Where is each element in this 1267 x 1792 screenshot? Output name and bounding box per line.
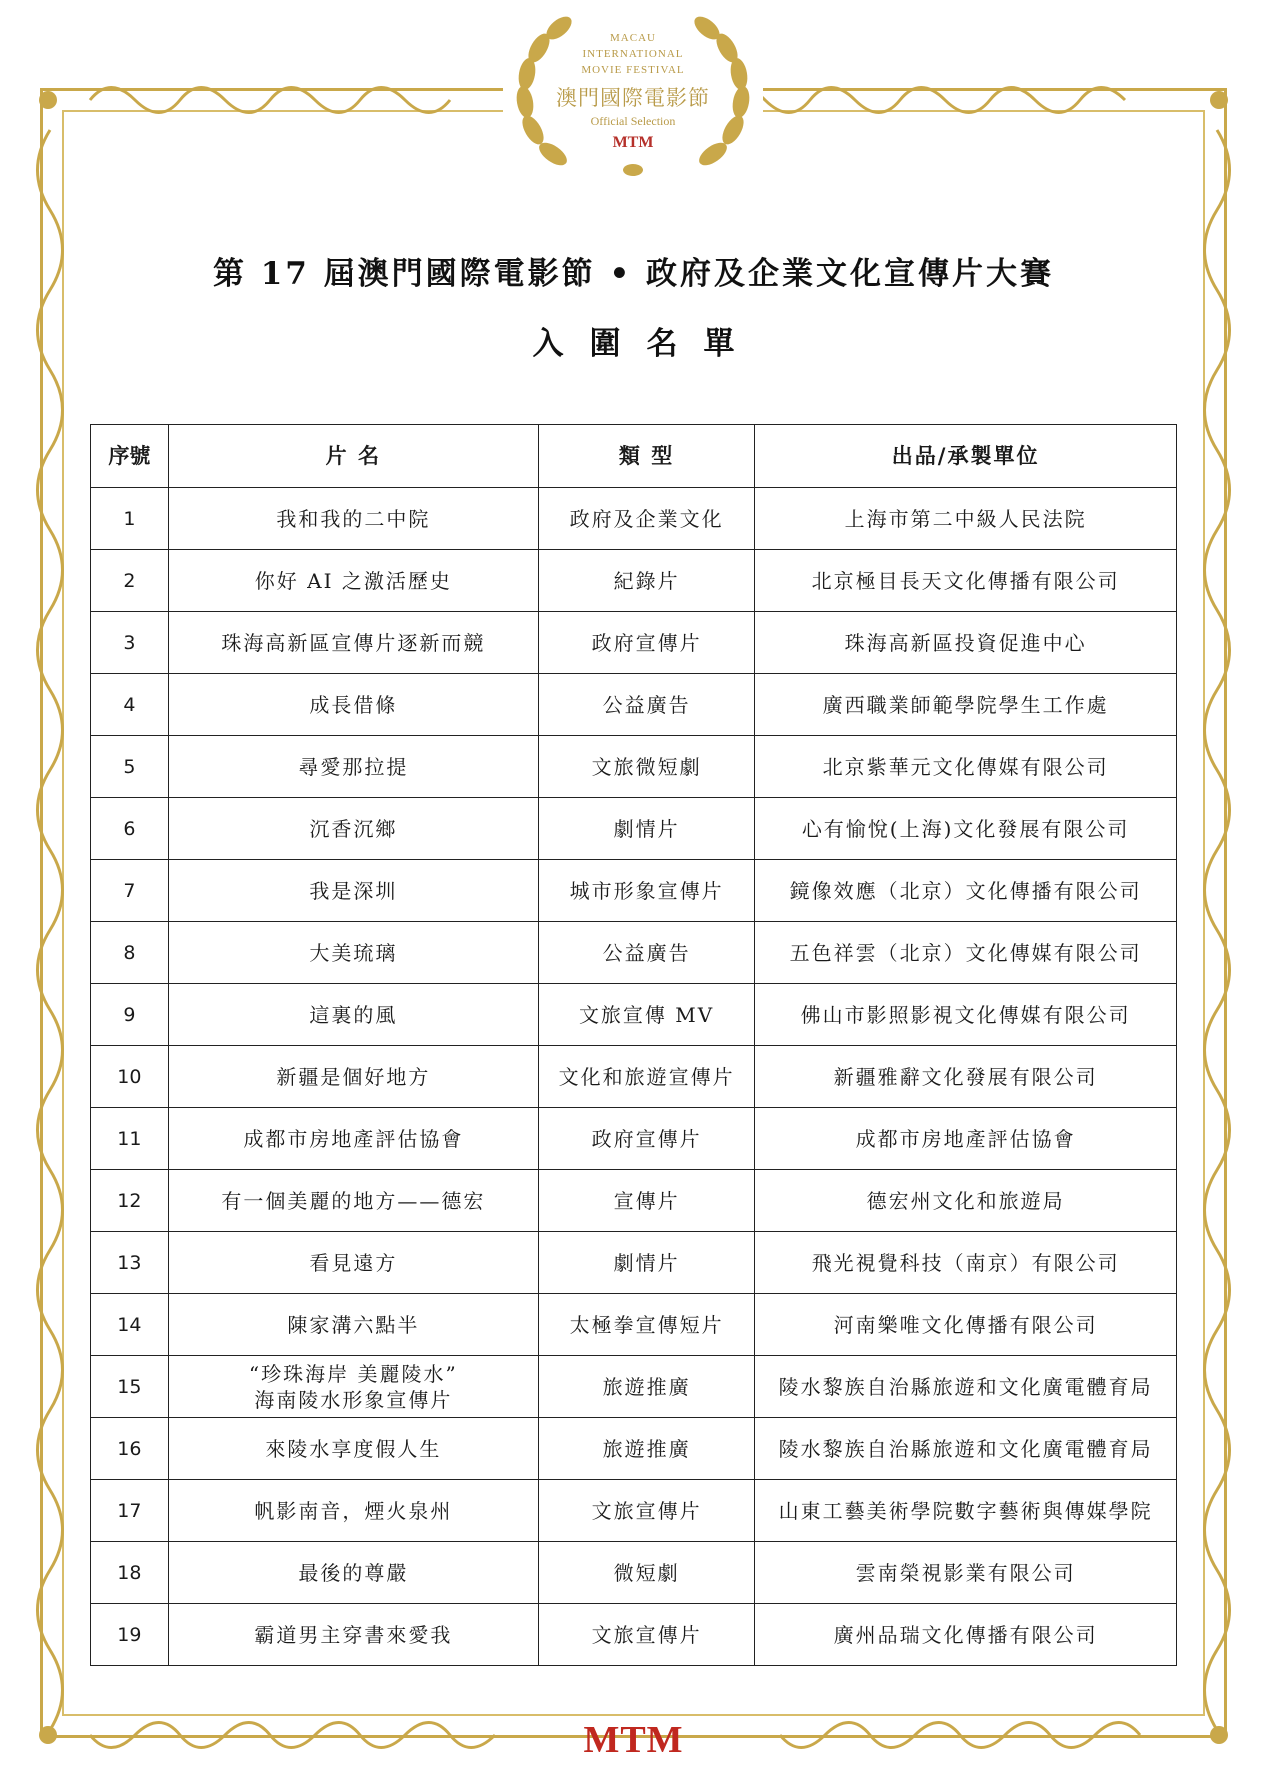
cell-producer: 廣西職業師範學院學生工作處 [755, 674, 1177, 736]
cell-number: 11 [91, 1108, 169, 1170]
cell-number: 6 [91, 798, 169, 860]
cell-producer: 山東工藝美術學院數字藝術與傳媒學院 [755, 1480, 1177, 1542]
table-row [91, 736, 1177, 798]
cell-title: “珍珠海岸 美麗陵水” 海南陵水形象宣傳片 [168, 1356, 538, 1418]
logo-line-movie-festival: MOVIE FESTIVAL [581, 64, 685, 76]
table-row [91, 612, 1177, 674]
logo-line-official-selection: Official Selection [590, 114, 676, 128]
table-row [91, 488, 1177, 550]
cell-producer: 北京極目長天文化傳播有限公司 [755, 550, 1177, 612]
table-row [91, 1232, 1177, 1294]
cell-type: 文旅宣傳 MV [538, 984, 754, 1046]
cell-title: 成都市房地產評估協會 [168, 1108, 538, 1170]
cell-number: 17 [91, 1480, 169, 1542]
cell-title: 帆影南音，煙火泉州 [168, 1480, 538, 1542]
cell-producer: 雲南榮視影業有限公司 [755, 1542, 1177, 1604]
cell-type: 文旅宣傳片 [538, 1604, 754, 1666]
cell-producer: 珠海高新區投資促進中心 [755, 612, 1177, 674]
cell-producer: 北京紫華元文化傳媒有限公司 [755, 736, 1177, 798]
cell-title: 這裏的風 [168, 984, 538, 1046]
cell-type: 文化和旅遊宣傳片 [538, 1046, 754, 1108]
cell-title: 最後的尊嚴 [168, 1542, 538, 1604]
table-row [91, 1046, 1177, 1108]
cell-type: 城市形象宣傳片 [538, 860, 754, 922]
cell-title: 看見遠方 [168, 1232, 538, 1294]
table-row [91, 798, 1177, 860]
header-number: 序號 [91, 425, 169, 488]
cell-type: 政府宣傳片 [538, 1108, 754, 1170]
page-title: 第 17 屆澳門國際電影節 • 政府及企業文化宣傳片大賽 [212, 256, 1055, 292]
festival-logo [503, 10, 763, 190]
logo-line-international: INTERNATIONAL [582, 48, 684, 60]
cell-number: 3 [91, 612, 169, 674]
cell-title: 大美琉璃 [168, 922, 538, 984]
cell-number: 19 [91, 1604, 169, 1666]
cell-type: 文旅宣傳片 [538, 1480, 754, 1542]
cell-producer: 佛山市影照影視文化傳媒有限公司 [755, 984, 1177, 1046]
cell-type: 宣傳片 [538, 1170, 754, 1232]
table-row [91, 1418, 1177, 1480]
cell-producer: 陵水黎族自治縣旅遊和文化廣電體育局 [755, 1356, 1177, 1418]
cell-title: 你好 AI 之激活歷史 [168, 550, 538, 612]
cell-number: 5 [91, 736, 169, 798]
cell-producer: 德宏州文化和旅遊局 [755, 1170, 1177, 1232]
nominee-table [90, 424, 1177, 1666]
page-subtitle: 入圍名單 [532, 326, 761, 362]
cell-producer: 心有愉悅(上海)文化發展有限公司 [755, 798, 1177, 860]
cell-title: 成長借條 [168, 674, 538, 736]
table-row [91, 860, 1177, 922]
cell-number: 10 [91, 1046, 169, 1108]
cell-number: 4 [91, 674, 169, 736]
cell-number: 9 [91, 984, 169, 1046]
cell-producer: 上海市第二中級人民法院 [755, 488, 1177, 550]
cell-type: 文旅微短劇 [538, 736, 754, 798]
cell-type: 旅遊推廣 [538, 1356, 754, 1418]
cell-number: 7 [91, 860, 169, 922]
cell-producer: 成都市房地產評估協會 [755, 1108, 1177, 1170]
cell-producer: 廣州品瑞文化傳播有限公司 [755, 1604, 1177, 1666]
table-row [91, 1604, 1177, 1666]
table-row [91, 550, 1177, 612]
cell-title: 新疆是個好地方 [168, 1046, 538, 1108]
cell-title: 珠海高新區宣傳片逐新而競 [168, 612, 538, 674]
logo-line-mtm: MTM [612, 134, 654, 151]
cell-type: 紀錄片 [538, 550, 754, 612]
footer-logo-mtm: MTM [583, 1719, 684, 1761]
cell-type: 公益廣告 [538, 922, 754, 984]
cell-number: 15 [91, 1356, 169, 1418]
cell-producer: 新疆雅辭文化發展有限公司 [755, 1046, 1177, 1108]
header-producer: 出品/承製單位 [755, 425, 1177, 488]
cell-title: 有一個美麗的地方——德宏 [168, 1170, 538, 1232]
cell-title: 來陵水享度假人生 [168, 1418, 538, 1480]
cell-number: 14 [91, 1294, 169, 1356]
cell-title: 陳家溝六點半 [168, 1294, 538, 1356]
cell-number: 16 [91, 1418, 169, 1480]
cell-number: 8 [91, 922, 169, 984]
cell-type: 旅遊推廣 [538, 1418, 754, 1480]
table-row [91, 922, 1177, 984]
cell-type: 政府及企業文化 [538, 488, 754, 550]
table-row [91, 674, 1177, 736]
cell-producer: 鏡像效應（北京）文化傳播有限公司 [755, 860, 1177, 922]
table-row [91, 1480, 1177, 1542]
table-row [91, 1542, 1177, 1604]
logo-line-chinese: 澳門國際電影節 [556, 86, 710, 110]
cell-title: 我和我的二中院 [168, 488, 538, 550]
cell-type: 太極拳宣傳短片 [538, 1294, 754, 1356]
cell-type: 公益廣告 [538, 674, 754, 736]
cell-number: 2 [91, 550, 169, 612]
cell-number: 12 [91, 1170, 169, 1232]
cell-number: 18 [91, 1542, 169, 1604]
cell-type: 微短劇 [538, 1542, 754, 1604]
cell-title: 我是深圳 [168, 860, 538, 922]
table-row [91, 1108, 1177, 1170]
cell-producer: 五色祥雲（北京）文化傳媒有限公司 [755, 922, 1177, 984]
cell-number: 1 [91, 488, 169, 550]
cell-producer: 河南樂唯文化傳播有限公司 [755, 1294, 1177, 1356]
table-row [91, 984, 1177, 1046]
cell-producer: 陵水黎族自治縣旅遊和文化廣電體育局 [755, 1418, 1177, 1480]
table-row [91, 1294, 1177, 1356]
header-type: 類 型 [538, 425, 754, 488]
cell-producer: 飛光視覺科技（南京）有限公司 [755, 1232, 1177, 1294]
table-row [91, 1170, 1177, 1232]
table-header-row [91, 425, 1177, 488]
cell-type: 劇情片 [538, 798, 754, 860]
cell-type: 劇情片 [538, 1232, 754, 1294]
cell-title: 霸道男主穿書來愛我 [168, 1604, 538, 1666]
header-title: 片 名 [168, 425, 538, 488]
cell-type: 政府宣傳片 [538, 612, 754, 674]
cell-title: 沉香沉鄉 [168, 798, 538, 860]
cell-title: 尋愛那拉提 [168, 736, 538, 798]
table-row [91, 1356, 1177, 1418]
cell-number: 13 [91, 1232, 169, 1294]
logo-line-macau: MACAU [610, 32, 656, 44]
